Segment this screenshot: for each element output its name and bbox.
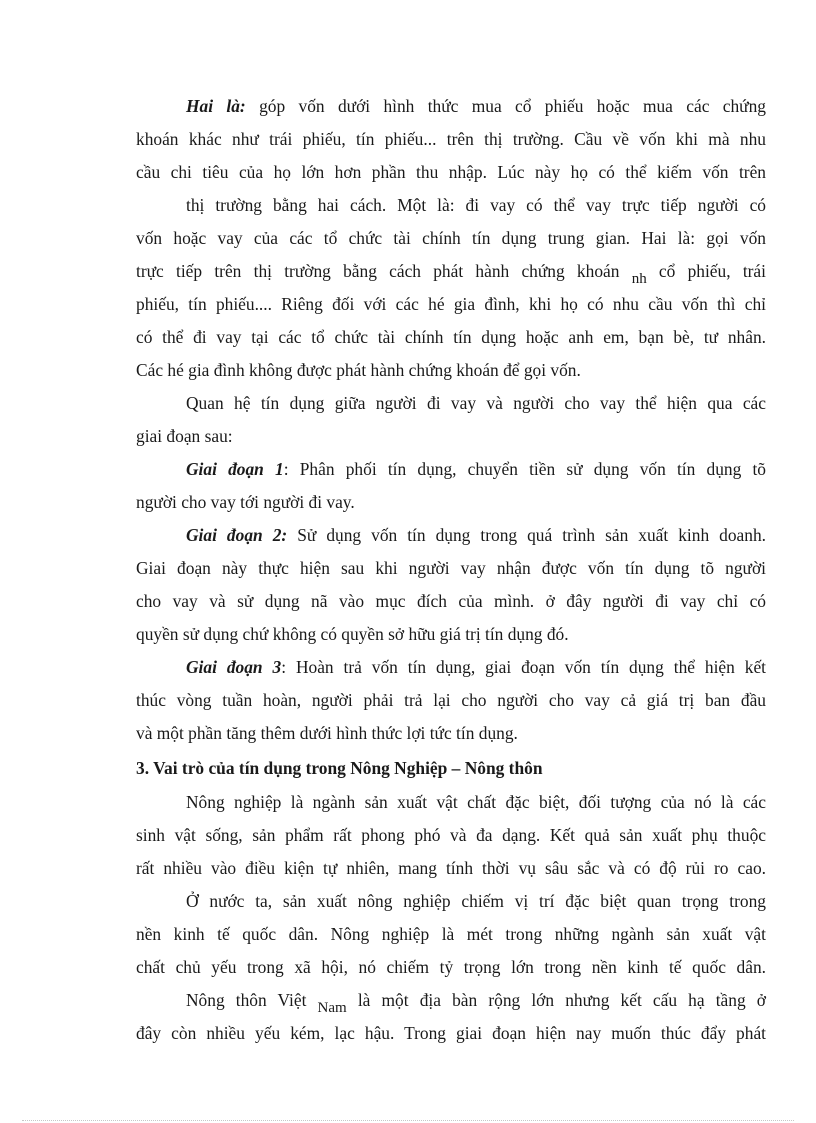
line-text: : Hoàn trả vốn tín dụng, giai đoạn vốn tín dụng thể hiện kết <box>281 657 766 677</box>
paragraph-line: Quan hệ tín dụng giữa người đi vay và người cho vay thể hiện qua các <box>186 393 766 413</box>
paragraph-line: Nông nghiệp là ngành sản xuất vật chất đặc biệt, đối tượng của nó là các <box>186 792 766 812</box>
paragraph-line: rất nhiều vào điều kiện tự nhiên, mang tính thời vụ sâu sắc và có độ rủi ro cao. <box>136 858 766 878</box>
paragraph-line <box>136 260 766 287</box>
paragraph-line <box>186 656 766 678</box>
paragraph-line: chất chủ yếu trong xã hội, nó chiếm tỷ trọng lớn trong nền kinh tế quốc dân. <box>136 957 766 977</box>
paragraph-line <box>186 524 766 546</box>
paragraph-line: cầu chi tiêu của họ lớn hơn phần thu nhập. Lúc này họ có thể kiếm vốn trên <box>136 162 766 182</box>
paragraph-line: có thể đi vay tại các tổ chức tài chính tín dụng hoặc anh em, bạn bè, tư nhân. <box>136 327 766 347</box>
paragraph-line: thúc vòng tuần hoàn, người phải trả lại cho người cho vay cả giá trị ban đầu <box>136 690 766 710</box>
paragraph-line: giai đoạn sau: <box>136 426 233 446</box>
paragraph-line <box>186 95 766 117</box>
subscript-text: nh <box>631 271 647 287</box>
paragraph-line: thị trường bằng hai cách. Một là: đi vay có thể vay trực tiếp người có <box>186 195 766 215</box>
line-text: góp vốn dưới hình thức mua cổ phiếu hoặc mua các chứng <box>245 96 766 116</box>
line-text: trực tiếp trên thị trường bằng cách phát hành chứng khoán <box>136 261 632 281</box>
paragraph-line: nền kinh tế quốc dân. Nông nghiệp là mét trong những ngành sản xuất vật <box>136 924 766 944</box>
emphasis-label: Giai đoạn 1 <box>186 459 284 479</box>
paragraph-line: Ở nước ta, sản xuất nông nghiệp chiếm vị trí đặc biệt quan trọng trong <box>186 891 766 911</box>
paragraph-line: quyền sử dụng chứ không có quyền sở hữu giá trị tín dụng đó. <box>136 624 569 644</box>
line-text: Sử dụng vốn tín dụng trong quá trình sản xuất kinh doanh. <box>287 525 767 545</box>
paragraph-line: người cho vay tới người đi vay. <box>136 492 355 512</box>
line-text: Nông thôn Việt <box>186 990 318 1010</box>
paragraph-line: Các hé gia đình không được phát hành chứng khoán để gọi vốn. <box>136 360 581 380</box>
paragraph-line: đây còn nhiều yếu kém, lạc hậu. Trong giai đoạn hiện nay muốn thúc đẩy phát <box>136 1023 766 1043</box>
subscript-text: Nam <box>317 1000 347 1016</box>
line-text: : Phân phối tín dụng, chuyển tiền sử dụng vốn tín dụng tõ <box>283 459 766 479</box>
line-text: cổ phiếu, trái <box>646 261 766 281</box>
paragraph-line: sinh vật sống, sản phẩm rất phong phó và đa dạng. Kết quả sản xuất phụ thuộc <box>136 825 766 845</box>
paragraph-line <box>186 989 767 1016</box>
paragraph-line: cho vay và sử dụng nã vào mục đích của mình. ở đây người đi vay chỉ có <box>136 591 766 611</box>
line-text: là một địa bàn rộng lớn nhưng kết cấu hạ tầng ở <box>346 990 767 1010</box>
paragraph-line: và một phần tăng thêm dưới hình thức lợi tức tín dụng. <box>136 723 518 743</box>
emphasis-label: Hai là: <box>186 96 246 116</box>
emphasis-label: Giai đoạn 2: <box>186 525 288 545</box>
paragraph-line: vốn hoặc vay của các tổ chức tài chính tín dụng trung gian. Hai là: gọi vốn <box>136 228 766 248</box>
paragraph-line: Giai đoạn này thực hiện sau khi người vay nhận được vốn tín dụng tõ người <box>136 558 766 578</box>
section-heading: 3. Vai trò của tín dụng trong Nông Nghiệp – Nông thôn <box>136 758 543 778</box>
emphasis-label: Giai đoạn 3 <box>186 657 282 677</box>
page-bottom-divider <box>22 1120 794 1121</box>
paragraph-line: phiếu, tín phiếu.... Riêng đối với các hé gia đình, khi họ có nhu cầu vốn thì chỉ <box>136 294 766 314</box>
paragraph-line: khoán khác như trái phiếu, tín phiếu... trên thị trường. Cầu về vốn khi mà nhu <box>136 129 766 149</box>
paragraph-line <box>186 458 766 480</box>
